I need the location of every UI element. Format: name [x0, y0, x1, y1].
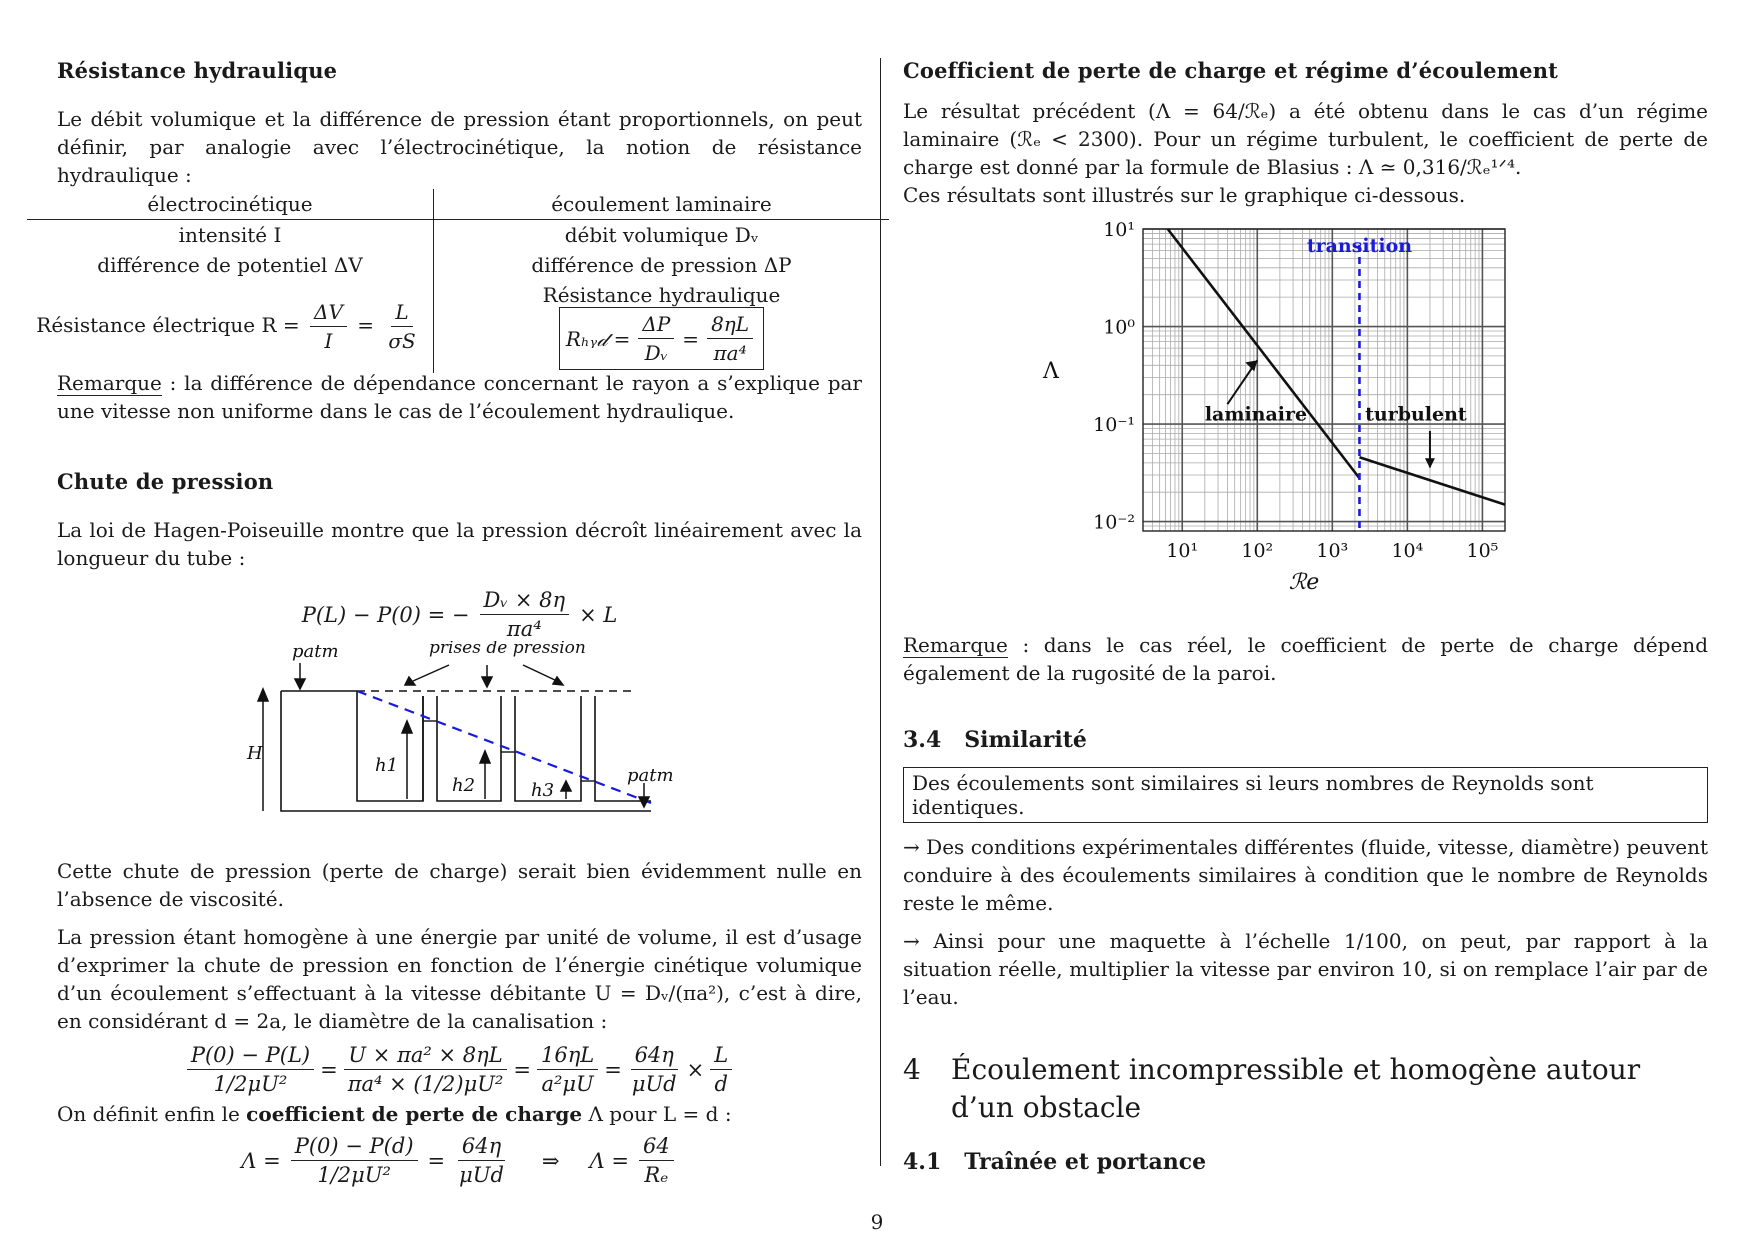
frac-num: ΔP [638, 310, 674, 339]
intro-resistance: Le débit volumique et la différence de pression étant proportionnels, on peut définir, par analogie avec l’électrocinétique, la notion de résistance hydraulique : [57, 107, 862, 187]
label-H: H [247, 743, 263, 764]
frac-den: Dᵥ [644, 341, 669, 365]
coef-text-a: On définit enfin le [57, 1102, 247, 1126]
frac-num: U × πa² × 8ηL [344, 1041, 506, 1070]
label-patm-left: patm [292, 641, 339, 662]
y-axis-label: Λ [1043, 359, 1059, 384]
frac-den: 1/2μU² [317, 1163, 391, 1187]
remark-text: : la différence de dépendance concernant le rayon a s’explique par une vitesse non uniforme dans le cas de l’écoulement hydraulique. [57, 371, 862, 423]
frac-den: σS [388, 329, 416, 353]
paragraph-energie: La pression étant homogène à une énergie par unité de volume, il est d’usage d’exprimer la chute de pression en fonction de l’énergie cinétique volumique d’un écoulement s’effectuant à la vitesse débitante U = Dᵥ/(πa²), c’est à dire, en considérant d = 2a, le diamètre de la canalisation : [57, 925, 862, 1033]
coef-text-bold: coefficient de perte de charge [246, 1102, 583, 1126]
moody-chart [903, 209, 1708, 639]
paragraph-graphique: Ces résultats sont illustrés sur le graphique ci-dessous. [903, 183, 1466, 207]
table-cell: intensité I [27, 220, 434, 251]
implies-symbol: ⇒ [541, 1148, 560, 1173]
frac-num: 8ηL [707, 310, 753, 339]
table-cell: différence de potentiel ΔV [27, 250, 434, 280]
right-column [903, 58, 1708, 1175]
x-axis-label: ℛe [1288, 570, 1320, 595]
table-header-laminaire: écoulement laminaire [434, 189, 890, 220]
remark-rugosite [903, 631, 1708, 687]
x-tick-label: 10⁵ [1466, 540, 1499, 562]
section-title: Écoulement incompressible et homogène autour d’un obstacle [951, 1053, 1641, 1124]
eq1-rhs: × L [579, 602, 618, 627]
remark-label: Remarque [903, 633, 1008, 657]
remark-rayon [57, 369, 862, 425]
frac-num: Dᵥ × 8η [480, 586, 570, 615]
bullet-conditions: → Des conditions expérimentales différentes (fluide, vitesse, diamètre) peuvent conduire à des écoulements similaires à condition que le nombre de Reynolds reste le même. [903, 835, 1708, 915]
label-h2: h2 [452, 775, 476, 796]
remark-label: Remarque [57, 371, 162, 395]
left-column [36, 58, 862, 1189]
table-cell-resistance-electrique: Résistance électrique R = $\frac{\Delta V}{I}$ = $\frac{L}{\sigma S}$ [27, 280, 434, 373]
section-title-resistance: Résistance hydraulique [57, 58, 338, 83]
analogy-table [27, 189, 889, 373]
y-tick-label: 10⁻² [1093, 511, 1135, 534]
table-cell-resistance-hydraulique [434, 280, 890, 373]
pressure-tube-diagram [57, 641, 862, 841]
frac-den: d [714, 1072, 728, 1096]
resistance-electrique-label: Résistance électrique R = [36, 313, 300, 337]
similarity-boxed-statement: Des écoulements sont similaires si leurs nombres de Reynolds sont identiques. [903, 767, 1708, 823]
frac-den: μUd [631, 1072, 677, 1096]
eq1-lhs: P(L) − P(0) = − [301, 602, 470, 627]
section-title-coefficient: Coefficient de perte de charge et régime d’écoulement [903, 58, 1559, 83]
intro-chute: La loi de Hagen-Poiseuille montre que la pression décroît linéairement avec la longueur du tube : [57, 518, 862, 570]
bullet-maquette: → Ainsi pour une maquette à l’échelle 1/100, on peut, par rapport à la situation réelle, multiplier la vitesse par environ 10, si on remplace l’air par de l’eau. [903, 929, 1708, 1009]
frac-num: L [710, 1041, 732, 1070]
pressure-drop-line [357, 691, 651, 803]
series-line-laminaire [1168, 229, 1360, 478]
section-4-1-heading [903, 1149, 1708, 1175]
frac-num: 64η [631, 1041, 678, 1070]
section-title-chute: Chute de pression [57, 469, 274, 494]
frac-den: μUd [459, 1163, 504, 1187]
section-number: 4.1 [903, 1149, 942, 1175]
frac-num: L [391, 298, 412, 327]
rhyd-formula-box: Rₕᵧ𝒹 = $\frac{\Delta P}{\text{Dᵥ}}$ = $\frac{8\eta L}{\text{πa⁴}}$ [559, 307, 764, 370]
arrowhead-turbulent [1425, 458, 1435, 468]
frac-den: a²μU [541, 1072, 594, 1096]
paragraph-viscosite: Cette chute de pression (perte de charge) serait bien évidemment nulle en l’absence de viscosité. [57, 859, 862, 911]
analogy-table-wrap [36, 189, 862, 365]
annotation-turbulent: turbulent [1365, 403, 1467, 426]
resistance-hydraulique-label: Résistance hydraulique [542, 283, 781, 307]
section-3-4-heading [903, 727, 1708, 753]
page-number: 9 [870, 1210, 884, 1234]
table-header-electro: électrocinétique [27, 189, 434, 220]
label-h3: h3 [531, 780, 555, 801]
equation-perte-de-charge: $\frac{P(0) - P(L)}{\text{1/2μU²}}$ = $\frac{\text{U × πa² × 8ηL}}{\text{πa⁴ × (1/2)μU²}}$ = $\frac{16\eta L}{\text{a²μU}}$ = $\frac{64\eta}{\text{μUd}}$ × $\frac{L}{d}$ [57, 1041, 862, 1098]
frac-den: πa⁴ [713, 341, 747, 365]
table-cell: débit volumique Dᵥ [564, 223, 759, 247]
section-number: 3.4 [903, 727, 942, 753]
table-cell: différence de pression ΔP [531, 253, 792, 277]
frac-den: πa⁴ × (1/2)μU² [347, 1072, 504, 1096]
coef-text-c: Λ pour L = d : [582, 1102, 732, 1126]
section-4-heading [903, 1051, 1708, 1127]
remark-text: : dans le cas réel, le coefficient de perte de charge dépend également de la rugosité de la paroi. [903, 633, 1708, 685]
frac-num: ΔV [310, 298, 347, 327]
y-tick-label: 10¹ [1103, 219, 1135, 241]
transition-label: transition [1306, 235, 1413, 257]
x-tick-label: 10¹ [1166, 540, 1199, 562]
frac-den: πa⁴ [506, 617, 542, 641]
section-title: Traînée et portance [964, 1149, 1207, 1175]
frac-num: 64 [639, 1132, 674, 1161]
x-tick-label: 10³ [1316, 540, 1349, 562]
column-divider [880, 58, 881, 1166]
label-prises-de-pression: prises de pression [429, 641, 586, 658]
frac-den: Rₑ [644, 1163, 669, 1187]
section-number: 4 [903, 1053, 921, 1086]
label-h1: h1 [375, 755, 399, 776]
paragraph-coefficient [57, 1100, 862, 1128]
rhyd-lhs: Rₕᵧ𝒹 = [565, 326, 631, 351]
frac-num: P(0) − P(L) [187, 1041, 314, 1070]
label-patm-right: patm [627, 765, 674, 786]
frac-num: 64η [458, 1132, 505, 1161]
frac-den: 1/2μU² [213, 1072, 288, 1096]
y-tick-label: 10⁻¹ [1093, 414, 1135, 437]
frac-den: I [324, 329, 333, 353]
equation-lambda: Λ = $\frac{P(0) - P(d)}{\text{1/2μU²}}$ = $\frac{64\eta}{\text{μUd}}$ ⇒ Λ = $\frac{64}{\text{Rₑ}}$ [57, 1132, 862, 1189]
x-tick-label: 10² [1241, 540, 1274, 562]
frac-num: 16ηL [537, 1041, 598, 1070]
annotation-laminaire: laminaire [1204, 403, 1308, 426]
y-tick-label: 10⁰ [1103, 316, 1135, 339]
section-title: Similarité [964, 727, 1087, 753]
eq3-lhs: Λ = [241, 1148, 281, 1173]
eq3-lhs2: Λ = [589, 1148, 629, 1173]
equation-hagen-poiseuille [57, 586, 862, 643]
frac-num: P(0) − P(d) [291, 1132, 418, 1161]
x-tick-label: 10⁴ [1391, 540, 1424, 562]
paragraph-blasius: Le résultat précédent (Λ = 64/ℛₑ) a été obtenu dans le cas d’un régime laminaire (ℛₑ < 2300). Pour un régime turbulent, le coefficient de perte de charge est donné par la formule de Blasius : Λ ≃ 0,316/ℛₑ¹ᐟ⁴. [903, 99, 1708, 179]
